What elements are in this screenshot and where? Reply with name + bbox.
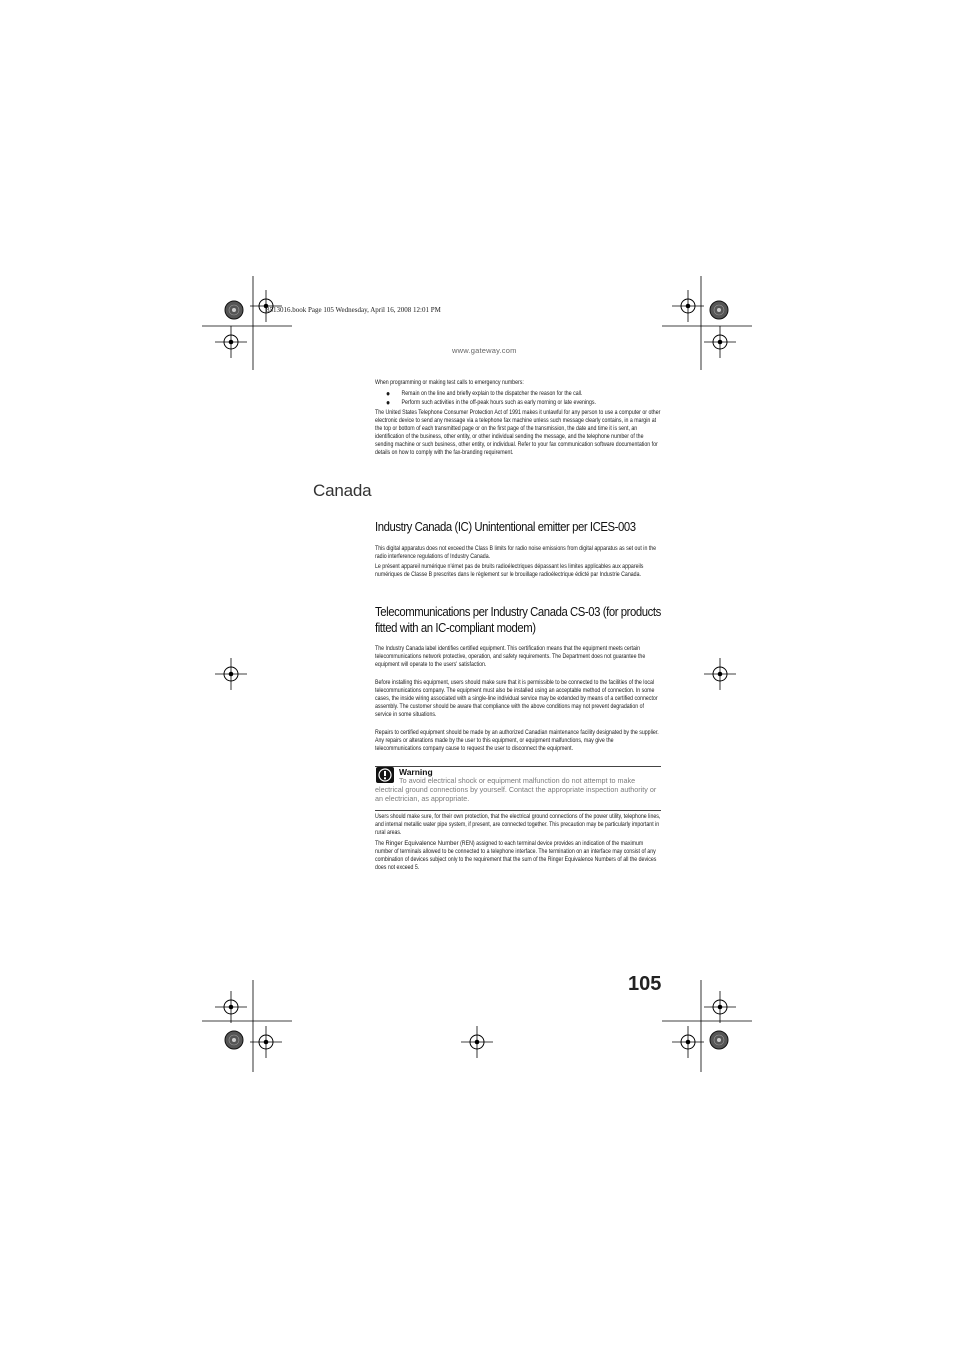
telecom-paragraph-installing: Before installing this equipment, users should make sure that it is permissible to be connected to the facilities of the local telecommunications company. The equipment must also be installed using an acceptable method of connection. In some cases, the inside wiring associated with a single-line individual service may be extended by means of a certified connector assembly. The customer should be aware that compliance with the above conditions may not prevent degradation of service in some situations.: [375, 679, 658, 718]
page-number: 105: [628, 973, 662, 995]
section-heading-canada: Canada: [313, 481, 372, 500]
telecom-paragraph-label: The Industry Canada label identifies certified equipment. This certification means that the equipment meets certain telecommunications network protective, operation, and safety requirements. The Department does not guarantee the equipment will operate to the users' satisfaction.: [375, 645, 646, 668]
corner-marks-bottom: [202, 980, 752, 1072]
telecom-paragraph-ren: [375, 840, 661, 872]
list-item: [386, 398, 661, 407]
ren-rest: (REN) assigned to each terminal device provides an indication of the maximum number of terminals allowed to be connected to a telephone interface. The termination on an interface may consist of any combination of devices subject only to the requirement that the sum of the Ringer Equivalence Numbers of all the devices does not exceed 5.: [375, 840, 657, 871]
subheading-ices-003: Industry Canada (IC) Unintentional emitter per ICES-003: [375, 519, 636, 534]
bullet-icon: ●: [386, 389, 391, 398]
telecom-paragraph-ground: Users should make sure, for their own protection, that the electrical ground connections of the power utility, telephone lines, and internal metallic water pipe system, if present, are connected together. This precaution may be particularly important in rural areas.: [375, 813, 661, 836]
bullet-text: Perform such activities in the off-peak hours such as early morning or late evenings.: [401, 399, 596, 407]
emergency-bullet-list: [386, 389, 661, 408]
warning-text: [375, 777, 661, 804]
warning-title: Warning: [399, 767, 433, 777]
corner-marks-top: [202, 276, 752, 370]
telecom-paragraph-repairs: Repairs to certified equipment should be made by an authorized Canadian maintenance facility designated by the supplier. Any repairs or alterations made by the user to this equipment, or equipment malfunctions, may give the telecommunications company cause to request the user to disconnect the equipment.: [375, 729, 659, 752]
ren-term: Ringer Equivalence Number: [385, 840, 459, 847]
print-slug-line: 8513016.book Page 105 Wednesday, April 16, 2008 12:01 PM: [266, 306, 441, 314]
ices-paragraph-fr: Le présent appareil numérique n'émet pas de bruits radioélectriques dépassant les limites applicables aux appareils numériques de Classe B prescrites dans le règlement sur le brouillage radioélectrique édicté par Industrie Canada.: [375, 563, 644, 578]
subheading-cs-03: Telecommunications per Industry Canada CS-03 (for products fitted with an IC-compliant modem): [375, 604, 661, 635]
warning-body: To avoid electrical shock or equipment malfunction do not attempt to make electrical ground connections by yourself. Contact the appropriate inspection authority or an electrician, as appropriate.: [375, 776, 657, 803]
list-item: [386, 389, 661, 398]
bullet-icon: ●: [386, 398, 391, 408]
bullet-text: Remain on the line and briefly explain to the dispatcher the reason for the call.: [401, 390, 583, 397]
emergency-lead-text: When programming or making test calls to emergency numbers:: [375, 379, 524, 386]
ren-prefix: The: [375, 840, 386, 847]
tcpa-paragraph: The United States Telephone Consumer Protection Act of 1991 makes it unlawful for any person to use a computer or other electronic device to send any message via a telephone fax machine unless such message clearly contains, in a margin at the top or bottom of each transmitted page or on the first page of the transmission, the date and time it is sent, an identification of the business, other entity, or other individual sending the message, and the telephone number of the sending machine or such business, other entity, or individual. Refer to your fax communication software documentation for details on how to comply with the fax-branding requirement.: [375, 409, 661, 456]
site-url-header: www.gateway.com: [452, 346, 517, 355]
ices-paragraph-en: This digital apparatus does not exceed the Class B limits for radio noise emissions from digital apparatus as set out in the radio interference regulations of Industry Canada.: [375, 545, 657, 560]
